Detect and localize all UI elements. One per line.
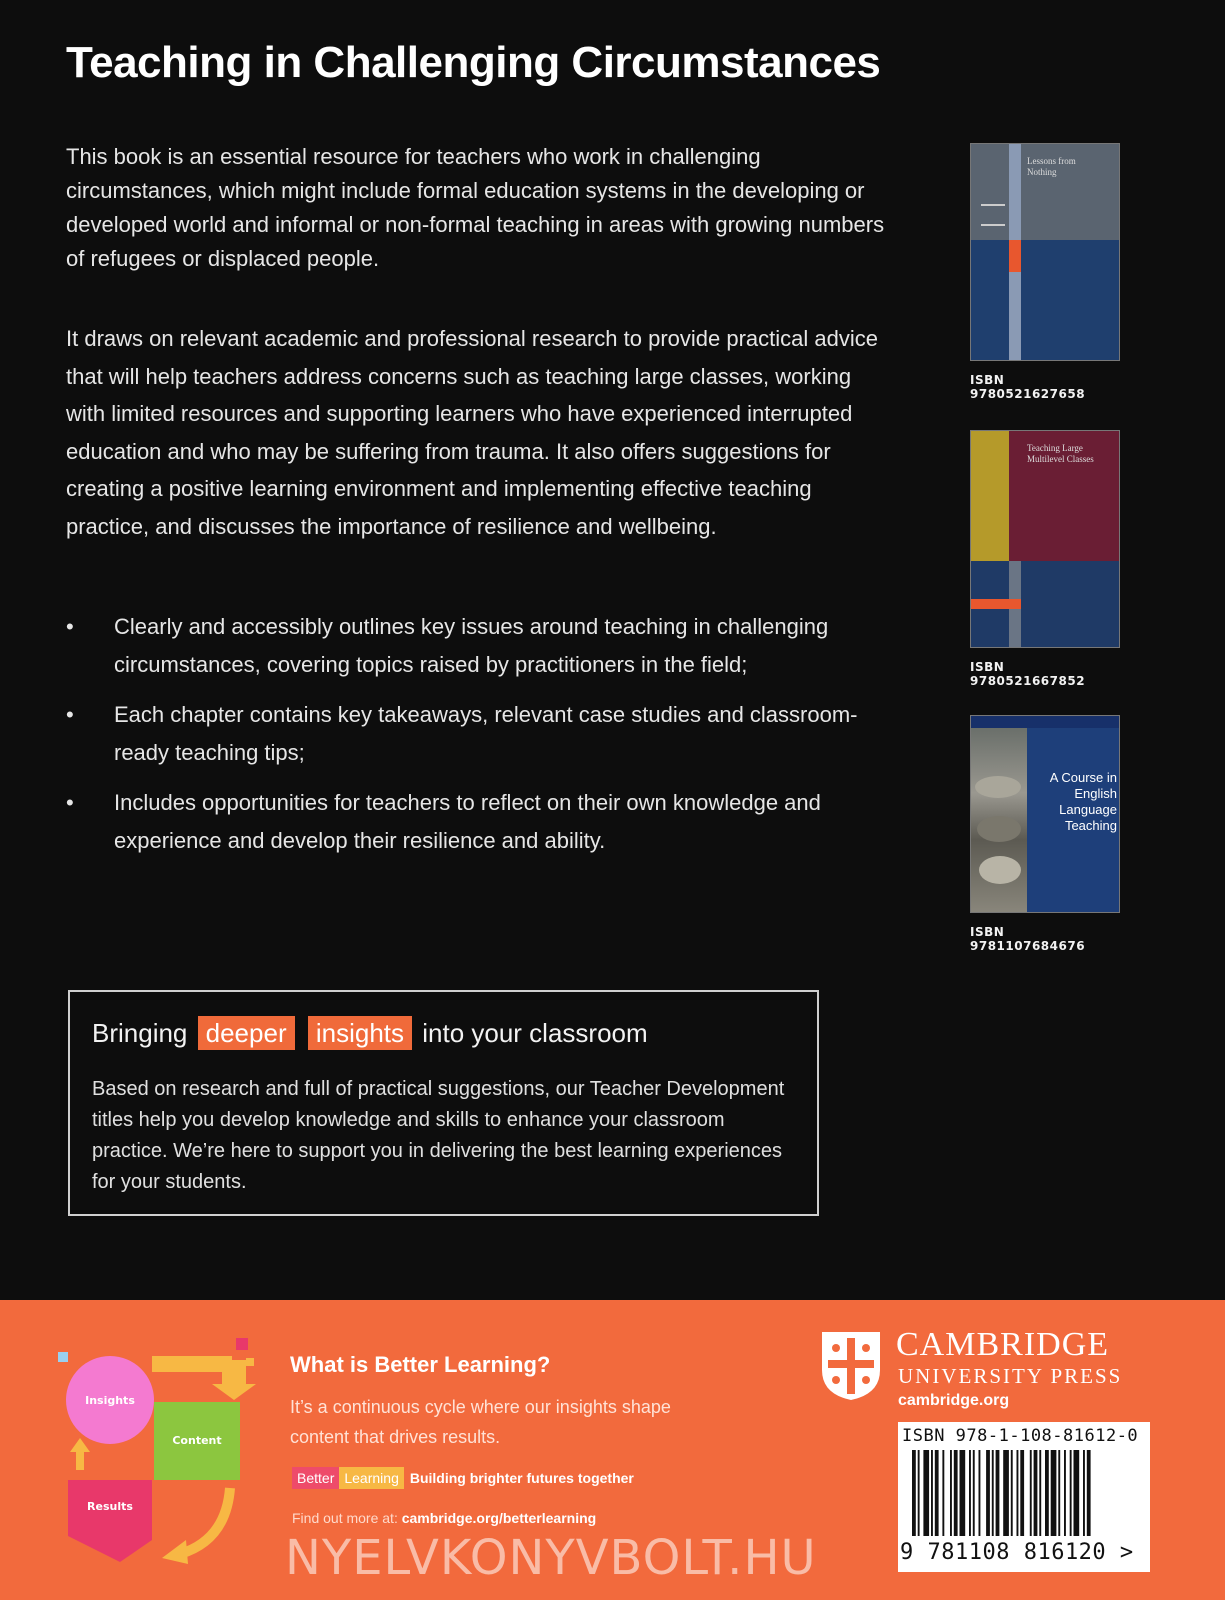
cover-title-2: Teaching Large Multilevel Classes [1027,443,1094,464]
feature-item: • Includes opportunities for teachers to reflect on their own knowledge and experience and develop their resilience and ability. [66,784,896,860]
cambridge-crest-icon [820,1330,882,1402]
insights-body: Based on research and full of practical suggestions, our Teacher Development titles help you develop knowledge and skills to enhance your classroom practice. We’re here to support you in delivering the best learning experiences for your students. [92,1078,785,1193]
footer-band [0,1300,1225,1600]
cycle-insights-label: Insights [85,1394,135,1407]
book-cover-1 [970,143,1120,361]
book-isbn-3: ISBN 9781107684676 [970,925,1086,953]
feature-item: • Clearly and accessibly outlines key issues around teaching in challenging circumstances, covering topics raised by practitioners in the field; [66,608,896,684]
publisher-url[interactable]: cambridge.org [898,1392,1010,1409]
related-book-3 [970,715,1120,953]
barcode-bars-icon [912,1450,1140,1538]
publisher-subtitle: UNIVERSITY PRESS [898,1364,1123,1388]
cover-title-1: Lessons from Nothing [1027,156,1076,177]
insights-heading-start: Bringing [92,1018,188,1048]
intro-paragraph-1: This book is an essential resource for teachers who work in challenging circumstances, which might include formal education systems in the developing or developed world and informal or non-formal teaching in areas with growing numbers of refugees or displaced people. [66,144,885,271]
learning-tag: Learning [339,1467,404,1489]
related-book-2 [970,430,1120,688]
feature-list [66,608,896,872]
publisher-name: CAMBRIDGE [896,1326,1110,1363]
barcode-isbn: ISBN 978-1-108-81612-0 [902,1426,1139,1446]
cover-title-3: A Course in English Language Teaching [1049,770,1117,833]
intro-paragraph-2: It draws on relevant academic and professional research to provide practical advice that will help teachers address concerns such as teaching large classes, working with limited resources and supporting learners who have experienced interrupted education and who may be suffering from trauma. It also offers suggestions for creating a positive learning environment and implementing effective teaching practice, and discusses the importance of resilience and wellbeing. [66,326,878,539]
book-cover-3 [970,715,1120,913]
cycle-content-label: Content [172,1434,222,1447]
insights-box [68,990,819,1216]
feature-item: • Each chapter contains key takeaways, relevant case studies and classroom-ready teaching tips; [66,696,896,772]
find-out-more-prefix: Find out more at: [292,1510,398,1526]
better-learning-link[interactable]: cambridge.org/betterlearning [401,1510,597,1526]
insights-heading-end: into your classroom [422,1018,648,1048]
book-cover-2 [970,430,1120,648]
tagline: Building brighter futures together [409,1470,634,1486]
cycle-results-label: Results [87,1500,133,1513]
better-learning-cycle-icon [40,1330,270,1580]
watermark: NYELVKONYVBOLT.HU [285,1530,817,1586]
highlight-deeper: deeper [198,1016,295,1050]
better-tag: Better [292,1467,339,1489]
better-learning-description: It’s a continuous cycle where our insights shape content that drives results. [290,1397,671,1447]
book-title: Teaching in Challenging Circumstances [66,38,881,87]
highlight-insights: insights [308,1016,412,1050]
book-isbn-2: ISBN 9780521667852 [970,660,1086,688]
better-learning-tagrow [292,1470,634,1486]
find-out-more [292,1510,596,1526]
barcode-digits: 9 781108 816120 > [900,1540,1134,1565]
better-learning-title: What is Better Learning? [290,1352,551,1377]
insights-heading [92,1018,648,1049]
book-isbn-1: ISBN 9780521627658 [970,373,1086,401]
related-book-1 [970,143,1120,401]
barcode [898,1422,1150,1572]
